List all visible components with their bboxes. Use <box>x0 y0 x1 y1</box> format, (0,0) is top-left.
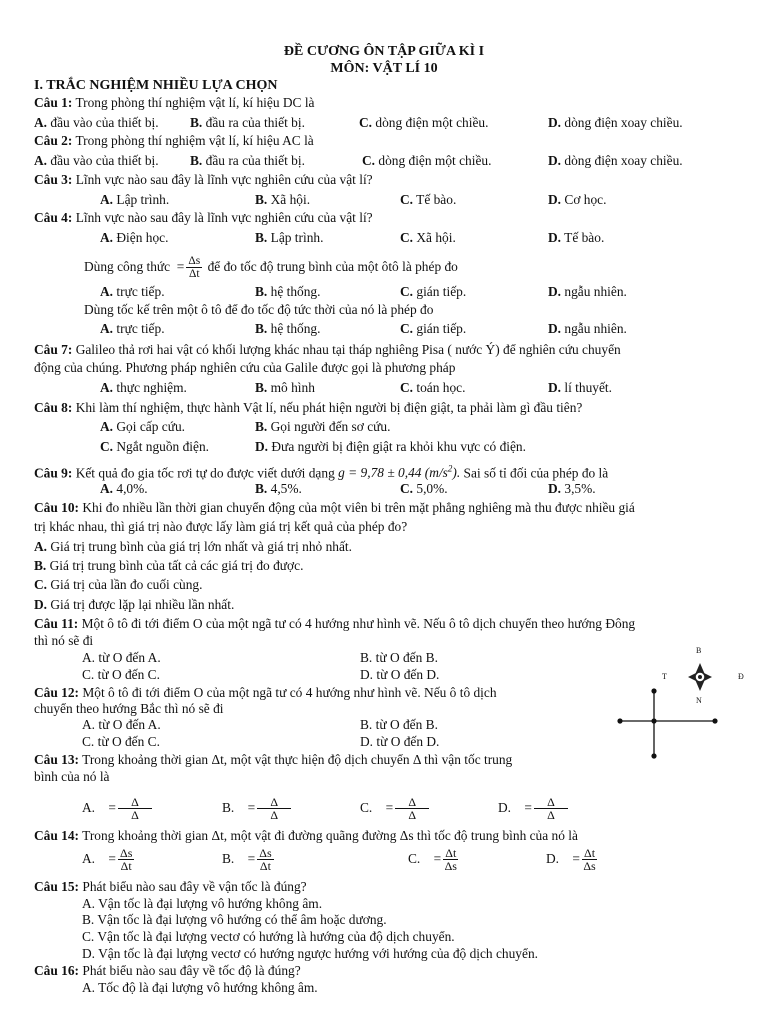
option-a: A. Lập trình. <box>100 192 170 207</box>
option-c: C. Ngắt nguồn điện. <box>100 439 209 454</box>
question-2: Câu 2: Trong phòng thí nghiệm vật lí, kí hiệu AC là <box>34 133 314 148</box>
question-7: Câu 7: Galileo thả rơi hai vật có khối lượng khác nhau tại tháp nghiêng Pisa ( nước Ý) để nghiên cứu chuyển <box>34 342 621 357</box>
option-a: A. 4,0%. <box>100 481 148 496</box>
question-6: Dùng tốc kế trên một ô tô để đo tốc độ tức thời của nó là phép đo <box>84 302 434 317</box>
question-14: Câu 14: Trong khoảng thời gian Δt, một vật đi đường quãng đường Δs thì tốc độ trung bình của nó là <box>34 828 578 843</box>
option-d: D. Tế bào. <box>548 230 605 245</box>
option-b: B. Giá trị trung bình của tất cả các giá trị đo được. <box>34 558 304 573</box>
question-11-cont: thì nó sẽ đi <box>34 633 94 648</box>
option-c: C. từ O đến C. <box>82 734 160 749</box>
option-b: B. = $\frac{\Delta}{\Delta}$ <box>222 793 293 823</box>
option-a: A. thực nghiệm. <box>100 380 187 395</box>
option-b: B. Vận tốc là đại lượng vô hướng có thể âm hoặc dương. <box>82 912 387 927</box>
option-c: C. gián tiếp. <box>400 284 467 299</box>
option-a: A. đầu vào của thiết bị. <box>34 115 159 130</box>
option-d: D. 3,5%. <box>548 481 596 496</box>
option-a: A. = $\frac{\Delta}{\Delta}$ <box>82 793 154 823</box>
option-b: B. hệ thống. <box>255 284 321 299</box>
compass-north-label: B <box>696 646 702 655</box>
option-b: B. Gọi người đến sơ cứu. <box>255 419 391 434</box>
option-a: A. từ O đến A. <box>82 717 161 732</box>
question-16: Câu 16: Phát biểu nào sau đây về tốc độ là đúng? <box>34 963 301 978</box>
question-12: Câu 12: Một ô tô đi tới điểm O của một ngã tư có 4 hướng như hình vẽ. Nếu ô tô dịch <box>34 685 497 700</box>
option-d: D. lí thuyết. <box>548 380 612 395</box>
option-b: B. 4,5%. <box>255 481 302 496</box>
question-5: Dùng công thức = $\frac{\Delta s}{\Delta t}$ để đo tốc độ trung bình của một ôtô là phép đo <box>84 255 458 281</box>
option-b: B. đầu ra của thiết bị. <box>190 153 305 168</box>
option-c: C. gián tiếp. <box>400 321 467 336</box>
doc-title: ĐỀ CƯƠNG ÔN TẬP GIỮA KÌ I <box>283 44 485 59</box>
question-15: Câu 15: Phát biểu nào sau đây về vận tốc là đúng? <box>34 879 307 894</box>
option-c: C. Vận tốc là đại lượng vectơ có hướng là hướng của độ dịch chuyển. <box>82 929 455 944</box>
compass-west-label: T <box>662 672 667 681</box>
option-b: B. mô hình <box>255 380 315 395</box>
option-c: C. Tế bào. <box>400 192 457 207</box>
option-d: D. ngẫu nhiên. <box>548 321 627 336</box>
option-a: A. đầu vào của thiết bị. <box>34 153 159 168</box>
option-b: B. từ O đến B. <box>360 650 438 665</box>
option-c: C. toán học. <box>400 380 466 395</box>
option-a: A. trực tiếp. <box>100 321 165 336</box>
doc-subtitle: MÔN: VẬT LÍ 10 <box>330 61 438 76</box>
option-c: C. từ O đến C. <box>82 667 160 682</box>
option-a: A. Tốc độ là đại lượng vô hướng không âm. <box>82 980 318 995</box>
question-text: Trong phòng thí nghiệm vật lí, kí hiệu DC là <box>75 95 315 110</box>
question-13: Câu 13: Trong khoảng thời gian Δt, một vật thực hiện độ dịch chuyển Δ thì vận tốc trung <box>34 752 513 767</box>
option-b: B. = $\frac{\Delta s}{\Delta t}$ <box>222 846 272 874</box>
formula: g = 9,78 ± 0,44 $(m/s^2)$. <box>338 464 461 481</box>
option-d: D. Cơ học. <box>548 192 607 207</box>
compass-south-label: N <box>696 696 702 705</box>
option-c: C. 5,0%. <box>400 481 448 496</box>
option-c: C. dòng điện một chiều. <box>359 115 489 130</box>
question-13-cont: bình của nó là <box>34 769 110 784</box>
option-d: D. ngẫu nhiên. <box>548 284 627 299</box>
option-a: A. Gọi cấp cứu. <box>100 419 185 434</box>
question-10-cont: trị khác nhau, thì giá trị nào được lấy làm giá trị kết quả của phép đo? <box>34 519 408 534</box>
question-12-cont: chuyển theo hướng Bắc thì nó sẽ đi <box>34 701 224 716</box>
question-label: Câu 1: <box>34 95 73 110</box>
option-b: B. hệ thống. <box>255 321 321 336</box>
option-a: A. trực tiếp. <box>100 284 165 299</box>
option-a: A. = $\frac{\Delta s}{\Delta t}$ <box>82 846 133 874</box>
option-b: B. đầu ra của thiết bị. <box>190 115 305 130</box>
option-d: D. từ O đến D. <box>360 734 440 749</box>
section-heading: I. TRẮC NGHIỆM NHIỀU LỰA CHỌN <box>34 78 278 93</box>
question-10: Câu 10: Khi đo nhiều lần thời gian chuyển động của một viên bi trên mặt phẳng nghiêng mà thu được nhiều giá <box>34 500 635 515</box>
option-d: D. Đưa người bị điện giật ra khỏi khu vực có điện. <box>255 439 526 454</box>
option-a: A. Giá trị trung bình của giá trị lớn nhất và giá trị nhỏ nhất. <box>34 539 352 554</box>
formula-fraction: $\frac{\Delta s}{\Delta t}$ <box>188 255 201 281</box>
option-b: B. Lập trình. <box>255 230 324 245</box>
question-4: Câu 4: Lĩnh vực nào sau đây là lĩnh vực nghiên cứu của vật lí? <box>34 210 373 225</box>
option-d: D. Giá trị được lặp lại nhiều lần nhất. <box>34 597 235 612</box>
crossroads-diagram <box>612 688 722 760</box>
option-d: D. dòng điện xoay chiều. <box>548 153 683 168</box>
option-c: C. = $\frac{\Delta t}{\Delta s}$ <box>408 846 457 874</box>
option-d: D. từ O đến D. <box>360 667 440 682</box>
compass-east-label: Đ <box>738 672 744 681</box>
option-d: D. = $\frac{\Delta}{\Delta}$ <box>498 793 570 823</box>
option-d: D. = $\frac{\Delta t}{\Delta s}$ <box>546 846 596 874</box>
option-b: B. Xã hội. <box>255 192 311 207</box>
question-9: Câu 9: Kết quả đo gia tốc rơi tự do được viết dưới dạng g = 9,78 ± 0,44 $(m/s^2)$. Sai số tỉ đối của phép đo là <box>34 464 609 481</box>
option-c: C. Xã hội. <box>400 230 456 245</box>
question-3: Câu 3: Lĩnh vực nào sau đây là lĩnh vực nghiên cứu của vật lí? <box>34 172 373 187</box>
question-1 <box>34 95 314 111</box>
option-a: A. từ O đến A. <box>82 650 161 665</box>
option-c: C. dòng điện một chiều. <box>362 153 492 168</box>
option-a: A. Vận tốc là đại lượng vô hướng không âm. <box>82 896 323 911</box>
question-7-cont: động của chúng. Phương pháp nghiên cứu của Galile được gọi là phương pháp <box>34 360 456 375</box>
option-c: C. Giá trị của lần đo cuối cùng. <box>34 577 203 592</box>
question-11: Câu 11: Một ô tô đi tới điểm O của một ngã tư có 4 hướng như hình vẽ. Nếu ô tô dịch chuyển theo hướng Đông <box>34 616 636 631</box>
option-c: C. = $\frac{\Delta}{\Delta}$ <box>360 793 431 823</box>
option-a: A. Điện học. <box>100 230 169 245</box>
question-8: Câu 8: Khi làm thí nghiệm, thực hành Vật lí, nếu phát hiện người bị điện giật, ta phải làm gì đầu tiên? <box>34 400 583 415</box>
option-d: D. dòng điện xoay chiều. <box>548 115 683 130</box>
option-b: B. từ O đến B. <box>360 717 438 732</box>
option-d: D. Vận tốc là đại lượng vectơ có hướng ngược hướng với hướng của độ dịch chuyển. <box>82 946 538 961</box>
